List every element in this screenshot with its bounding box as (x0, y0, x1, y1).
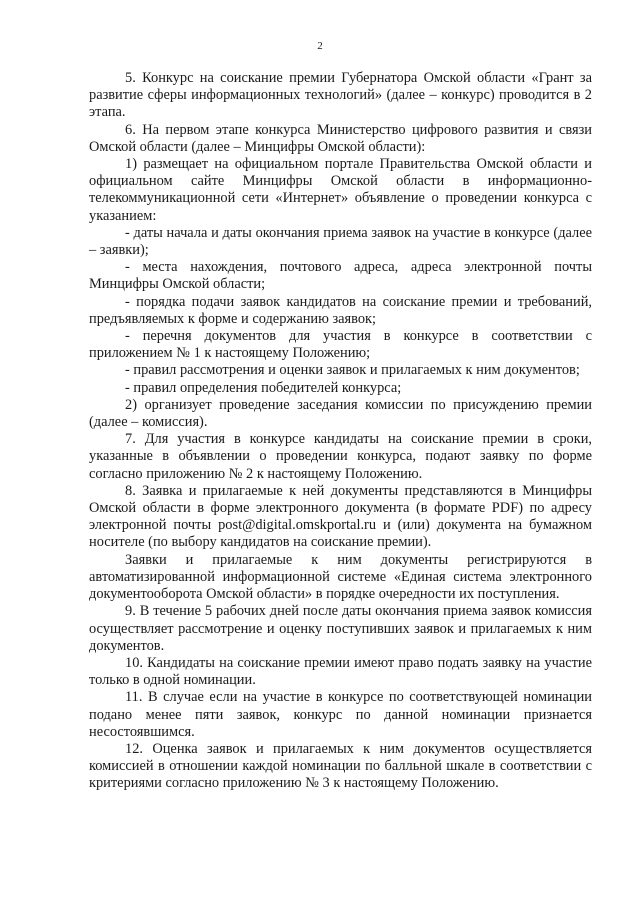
paragraph-5: 5. Конкурс на соискание премии Губернатора Омской области «Грант за развитие сферы информационных технологий» (далее – конкурс) проводится в 2 этапа. (89, 70, 592, 121)
page-number: 2 (317, 40, 323, 52)
list-item-winner-rules: - правил определения победителей конкурса; (125, 379, 402, 396)
paragraph-6: 6. На первом этапе конкурса Министерство цифрового развития и связи Омской области (далее – Минцифры Омской области): (89, 121, 592, 155)
list-item-documents: - перечня документов для участия в конкурсе в соответствии с приложением № 1 к настоящему Положению; (89, 328, 592, 362)
paragraph-11: 11. В случае если на участие в конкурсе по соответствующей номинации подано менее пяти заявок, конкурс по данной номинации признается несостоявшимся. (89, 689, 592, 740)
paragraph-12: 12. Оценка заявок и прилагаемых к ним документов осуществляется комиссией в отношении каждой номинации по балльной шкале в соответствии с критериями согласно приложению № 3 к настоящему Положению. (89, 740, 592, 792)
list-item-submission-order: - порядка подачи заявок кандидатов на соискание премии и требований, предъявляемых к форме и содержанию заявок; (89, 293, 592, 327)
list-item-address: - места нахождения, почтового адреса, адреса электронной почты Минцифры Омской области; (89, 259, 592, 293)
list-item-review-rules: - правил рассмотрения и оценки заявок и прилагаемых к ним документов; (125, 362, 580, 379)
list-item-dates: - даты начала и даты окончания приема заявок на участие в конкурсе (далее – заявки); (89, 224, 592, 259)
paragraph-8: 8. Заявка и прилагаемые к ней документы представляются в Минцифры Омской области в форме электронного документа (в формате PDF) по адресу электронной почты post@digital.omskportal.ru и (или) документа на бумажном носителе (по выбору кандидатов на соискание премии). (89, 482, 592, 551)
paragraph-10: 10. Кандидаты на соискание премии имеют право подать заявку на участие только в одной номинации. (89, 654, 592, 689)
paragraph-9: 9. В течение 5 рабочих дней после даты окончания приема заявок комиссия осуществляет рассмотрение и оценку поступивших заявок и прилагаемых к ним документов. (89, 603, 592, 654)
paragraph-8-registration: Заявки и прилагаемые к ним документы регистрируются в автоматизированной информационной системе «Единая система электронного документооборота Омской области» в порядке очередности их поступления. (89, 551, 592, 603)
paragraph-6-2: 2) организует проведение заседания комиссии по присуждению премии (далее – комиссия). (89, 396, 592, 431)
paragraph-7: 7. Для участия в конкурсе кандидаты на соискание премии в сроки, указанные в объявлении о проведении конкурса, подают заявку по форме согласно приложению № 2 к настоящему Положению. (89, 431, 592, 482)
paragraph-6-1: 1) размещает на официальном портале Правительства Омской области и официальном сайте Минцифры Омской области в информационно-телекоммуникационной сети «Интернет» объявление о проведении конкурса с указанием: (89, 156, 592, 224)
document-body (89, 70, 592, 793)
